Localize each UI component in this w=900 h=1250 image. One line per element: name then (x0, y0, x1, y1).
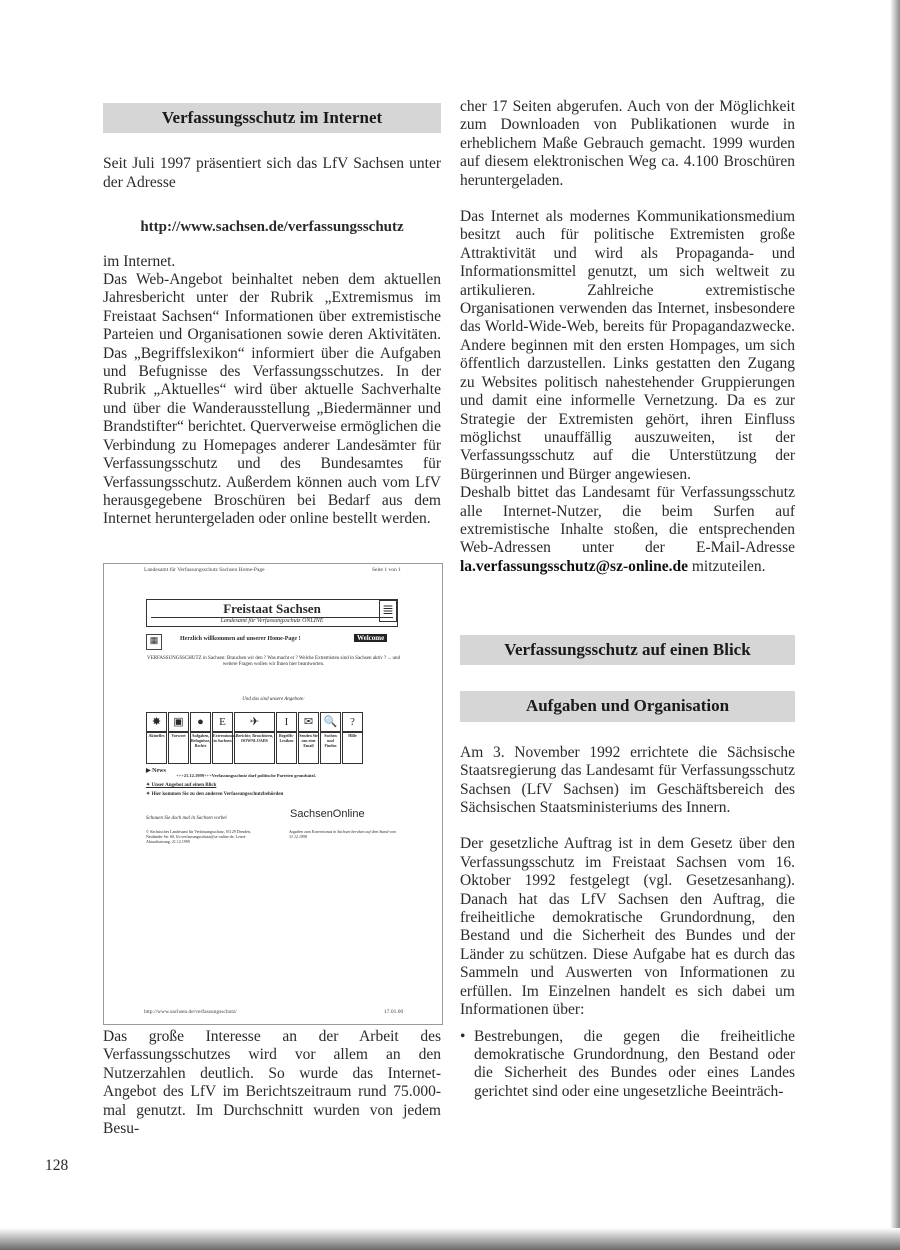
shot-subtitle: Landesamt für Verfassungsschutz ONLINE (151, 617, 393, 624)
left-column-bottom (103, 1028, 441, 1138)
shot-title-box (146, 599, 398, 627)
shot-label: Berichte, Broschüren, DOWNLOADS (234, 732, 275, 764)
book-icon: ▣ (168, 712, 189, 732)
mandate-paragraph: Der gesetzliche Auftrag ist in dem Gesetz über den Verfassungsschutz im Freistaat Sachsen vom 16. Oktober 1992 festgelegt (vgl. Gesetzesanhang). Danach hat das LfV Sachsen den Auftrag, die freiheitliche demokratische Grundordnung, den Bestand und die Sicherheit des Bundes und der Länder zu schützen. Diese Aufgabe hat es durch das Sammeln und Auswerten von Informationen zu erfüllen. Im Einzelnen handelt es sich dabei um Informationen über: (460, 835, 795, 1019)
shot-link-2: ✦ Hier kommen Sie zu den anderen Verfassungsschutzbehörden (146, 792, 284, 797)
email-address: la.verfassungsschutz@sz-online.de (460, 557, 688, 575)
e-icon: E (212, 712, 233, 732)
website-url: http://www.sachsen.de/verfassungsschutz (140, 219, 404, 236)
shot-welcome: Herzlich willkommen auf unserer Home-Page ! (180, 636, 301, 642)
star-icon: ✸ (146, 712, 167, 732)
shot-label: Aufgaben, Befugnisse, Rechte (190, 732, 211, 764)
shot-label: Hilfe (342, 732, 363, 764)
continued-paragraph: cher 17 Seiten abgerufen. Auch von der Möglichkeit zum Downloaden von Publikationen wurde in erheblichem Maße Gebrauch gemacht. 1999 wurden auf diesem elektronischen Weg ca. 4.100 Broschüren heruntergeladen. (460, 98, 795, 189)
shot-url: http://www.sachsen.de/verfassungsschutz/ (144, 1009, 237, 1015)
request-paragraph (460, 484, 795, 576)
plane-icon: ✈ (234, 712, 275, 732)
shot-offers: Und das sind unsere Angebote: (242, 697, 305, 702)
dot-icon: ● (190, 712, 211, 732)
shot-label: Senden Sie uns eine Email (298, 732, 319, 764)
shot-footer-left: © Sächsisches Landesamt für Verfassungsschutz, 01129 Dresden, Neuländer Str. 60, lfv.verfassungsschutz@sz-online.de, Letzte Aktualisierung: 21.12.1999 (146, 829, 252, 844)
crest-icon: ≣ (379, 600, 397, 622)
homepage-screenshot (103, 563, 443, 1025)
shot-link-2-text: Hier kommen Sie zu den anderen Verfassungsschutzbehörden (151, 792, 284, 797)
heading-tasks: Aufgaben und Organisation (460, 691, 795, 721)
shot-icon-row (146, 712, 364, 732)
request-end: mitzuteilen. (691, 557, 766, 575)
help-icon: ? (342, 712, 363, 732)
shot-label: Extremismus in Sachsen (212, 732, 233, 764)
mail-icon: ✉ (298, 712, 319, 732)
list-item-text: Bestrebungen, die gegen die freiheitliche demokratische Grundordnung, den Bestand oder die Sicherheit des Bundes oder eines Landes gerichtet sind oder eine ungesetzliche Beeinträch- (474, 1027, 795, 1100)
list-item (460, 1028, 795, 1102)
request-text: Deshalb bittet das Landesamt für Verfassungsschutz alle Internet-Nutzer, die beim Surfen auf extremistische Inhalte stoßen, die entsprechenden Web-Adressen unter der E-Mail-Adresse (460, 484, 795, 557)
shot-label: Suchen und Finden (320, 732, 341, 764)
shot-news-label: ▶ News (146, 768, 166, 774)
intro-paragraph: Seit Juli 1997 präsentiert sich das LfV Sachsen unter der Adresse (103, 155, 441, 191)
right-column-lower (460, 635, 795, 1101)
left-column (103, 103, 441, 529)
shot-label: Vorwort (168, 732, 189, 764)
shot-link-1-text: Unser Angebot auf einen Blick (151, 783, 217, 788)
shot-footer-right: Angaben zum Extremismus in Sachsen beruhen auf dem Stand vom 31.12.1998 (289, 829, 397, 839)
shot-label: Begriffs-Lexikon (276, 732, 297, 764)
interest-paragraph: Das große Interesse an der Arbeit des Verfassungsschutzes wird vor allem an den Nutzerzahlen deutlich. So wurde das Internet-Angebot des LfV im Berichtszeitraum rund 75.000-mal genutzt. Im Durchschnitt wurden von jedem Besu- (103, 1028, 441, 1138)
shot-online-label: Schauen Sie doch mal in Sachsen vorbei (146, 816, 227, 821)
body-paragraph: im Internet. Das Web-Angebot beinhaltet neben dem aktuellen Jahresbericht unter der Rubrik „Extremismus im Freistaat Sachsen“ Informationen über extremistische Parteien und Organisationen sowie deren Aktivitäten. Das „Begriffslexikon“ informiert über die Aufgaben und Befugnisse des Verfassungsschutzes. In der Rubrik „Aktuelles“ wird über aktuelle Sachverhalte und über die Wanderausstellung „Biedermänner und Brandstifter“ berichtet. Querverweise ermöglichen die Verbindung zu Homepages anderer Landesämter für Verfassungsschutz und des Bundesamtes für Verfassungsschutz. Außerdem können auch vom LfV herausgegebene Broschüren bei Bedarf aus dem Internet heruntergeladen oder online bestellt werden. (103, 252, 441, 528)
scan-edge-bottom (0, 1228, 900, 1250)
shot-online-logo: SachsenOnline (290, 808, 365, 820)
page-number: 128 (45, 1157, 69, 1174)
shot-label-row (146, 732, 364, 764)
founding-paragraph: Am 3. November 1992 errichtete die Sächsische Staatsregierung das Landesamt für Verfassungsschutz Sachsen (LfV Sachsen) im Geschäftsbereich des Sächsischen Staatsministeriums des Innern. (460, 743, 795, 817)
shot-intro: VERFASSUNGSSCHUTZ in Sachsen: Brauchen wir den ? Was macht er ? Welche Extremisten sind in Sachsen aktiv ? ... und weitere Fragen wollen wir Ihnen hier beantworten. (146, 656, 401, 667)
shot-news-label-text: News (152, 768, 166, 774)
internet-paragraph: Das Internet als modernes Kommunikationsmedium besitzt auch für politische Extremisten große Attraktivität und wird als Propaganda- und Informationsmittel genutzt, um sich weltweit zu artikulieren. Zahlreiche extremistische Organisationen verwenden das Internet, insbesondere das World-Wide-Web, bereits für Propagandazwecke. Andere beginnen mit den ersten Hompages, um sich öffentlich darzustellen. Links gestatten den Zugang zu Websites politisch nahestehender Gruppierungen und damit eine informelle Vernetzung. Da es zur Strategie der Extremisten gehört, ihren Einfluss möglichst unauffällig auszuweiten, ist der Verfassungsschutz auf die Unterstützung der Bürgerinnen und Bürger angewiesen. (460, 208, 795, 483)
shot-header-left: Landesamt für Verfassungsschutz Sachsen Home-Page (144, 567, 265, 573)
shot-header-right: Seite 1 von 1 (372, 567, 401, 573)
shot-welcome-badge: Welcome (354, 634, 387, 642)
shot-link-1: ✦ Unser Angebot auf einen Blick (146, 783, 217, 788)
map-icon: ▦ (146, 634, 162, 650)
right-column (460, 98, 795, 576)
scan-edge-right (890, 0, 900, 1250)
shot-date: 17.01.00 (384, 1009, 404, 1015)
shot-news: +++21.12.1999+++Verfassungsschutz darf politische Parteien grundsätzl. (176, 773, 316, 778)
heading-overview: Verfassungsschutz auf einen Blick (460, 635, 795, 665)
section-heading: Verfassungsschutz im Internet (103, 103, 441, 133)
bullet-icon: • (460, 1027, 466, 1045)
shot-label: Aktuelles (146, 732, 167, 764)
search-icon: 🔍 (320, 712, 341, 732)
shot-title: Freistaat Sachsen (223, 601, 321, 616)
info-icon: I (276, 712, 297, 732)
